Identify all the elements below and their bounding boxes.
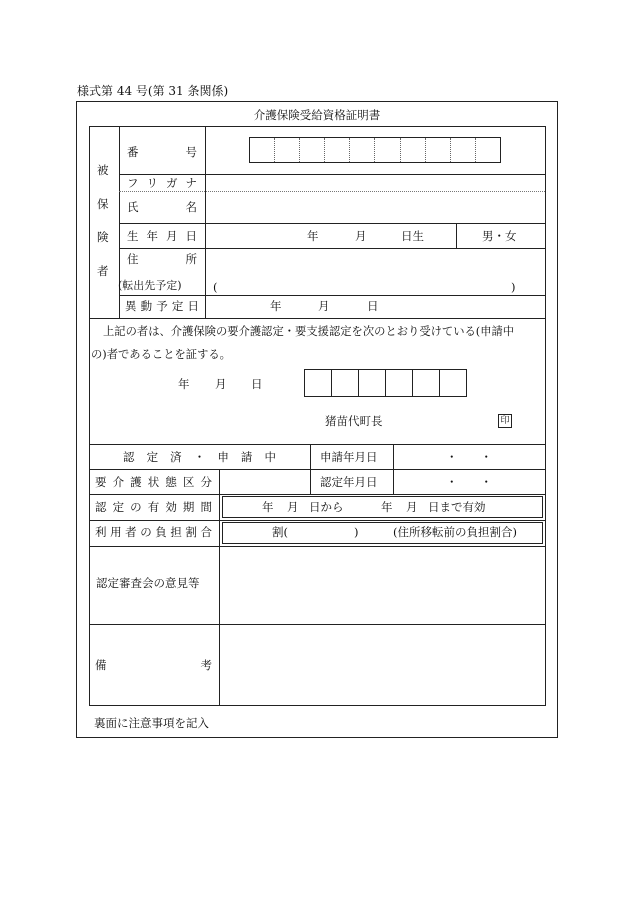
digit-cell: [426, 138, 451, 162]
insured-vertical-label-4: 者: [97, 264, 109, 278]
table-top-border: [89, 126, 545, 127]
furigana-label: フ リ ガ ナ: [127, 176, 197, 190]
table-left-border: [89, 126, 90, 318]
insured-vertical-label-2: 保: [97, 197, 109, 211]
birth-year: 年: [307, 229, 319, 243]
digit-cell: [375, 138, 400, 162]
validity-to-text: 日まで有効: [428, 500, 486, 514]
name-label: 氏 名: [127, 200, 197, 214]
lower-right-border: [545, 444, 546, 706]
table-bottom-border: [89, 705, 545, 706]
validity-from-month: 月: [287, 500, 299, 514]
address-label: 住 所: [127, 252, 197, 266]
row-line: [119, 223, 545, 224]
burden-label: 利 用 者 の 負 担 割 合: [95, 525, 212, 539]
burden-ratio-close: ): [354, 525, 359, 539]
insured-number-field[interactable]: [249, 137, 501, 163]
address-sub-label: (転出先予定): [118, 279, 182, 292]
digit-cell: [332, 370, 359, 396]
cert-section-bottom: [89, 444, 545, 445]
validity-from-text: 日から: [309, 500, 344, 514]
cert-date-label: 認定年月日: [320, 475, 378, 489]
furigana-divider: [119, 191, 545, 192]
mayor-name: 猪苗代町長: [325, 414, 383, 428]
address-open-paren: (: [213, 280, 218, 294]
application-date-label: 申請年月日: [320, 450, 378, 464]
gender-divider: [456, 223, 457, 248]
digit-cell: [250, 138, 275, 162]
digit-cell: [325, 138, 350, 162]
table-right-border: [545, 126, 546, 318]
digit-cell: [305, 370, 332, 396]
digit-cell: [401, 138, 426, 162]
birth-day: 日生: [401, 229, 424, 243]
move-year: 年: [270, 299, 282, 313]
cert-text-line2: の)者であることを証する。: [91, 348, 231, 361]
cert-year: 年: [178, 377, 190, 391]
address-close-paren: ): [511, 280, 516, 294]
cert-left-border: [89, 318, 90, 444]
burden-ratio: 割(: [272, 525, 288, 539]
digit-cell: [300, 138, 325, 162]
row-line: [89, 494, 545, 495]
form-number: 様式第 44 号(第 31 条関係): [77, 84, 229, 98]
digit-cell: [275, 138, 300, 162]
seal-mark: 印: [498, 414, 512, 428]
cert-date-value[interactable]: ・ ・: [446, 475, 492, 489]
cert-day: 日: [251, 377, 263, 391]
validity-from-year: 年: [262, 500, 274, 514]
insured-section-bottom: [89, 318, 545, 319]
validity-to-month: 月: [406, 500, 418, 514]
row-line: [119, 174, 545, 175]
gender-choice[interactable]: 男・女: [482, 229, 517, 243]
validity-to-year: 年: [381, 500, 393, 514]
digit-cell: [359, 370, 386, 396]
cert-number-field[interactable]: [304, 369, 467, 397]
status-label: 認 定 済 ・ 申 請 中: [123, 450, 276, 464]
cert-month: 月: [215, 377, 227, 391]
birth-label: 生 年 月 日: [127, 229, 197, 243]
burden-note: (住所移転前の負担割合): [393, 525, 517, 539]
digit-cell: [386, 370, 413, 396]
cert-right-border: [545, 318, 546, 444]
opinion-field[interactable]: [220, 547, 545, 624]
digit-cell: [476, 138, 500, 162]
validity-label: 認 定 の 有 効 期 間: [95, 500, 212, 514]
birth-month: 月: [355, 229, 367, 243]
insured-vertical-label-1: 被: [97, 163, 109, 177]
move-day: 日: [367, 299, 379, 313]
number-label: 番 号: [127, 145, 197, 159]
cert-text-line1: 上記の者は、介護保険の要介護認定・要支援認定を次のとおり受けている(申請中: [103, 325, 515, 338]
footer-note: 裏面に注意事項を記入: [94, 716, 209, 730]
application-date-value[interactable]: ・ ・: [446, 450, 492, 464]
digit-cell: [440, 370, 466, 396]
digit-cell: [451, 138, 476, 162]
lower-left-border: [89, 444, 90, 706]
remarks-label: 備 考: [95, 658, 212, 672]
move-month: 月: [318, 299, 330, 313]
row-line: [119, 295, 545, 296]
care-level-label: 要 介 護 状 態 区 分: [95, 475, 212, 489]
row-line: [89, 469, 545, 470]
digit-cell: [413, 370, 440, 396]
digit-cell: [350, 138, 375, 162]
opinion-label: 認定審査会の意見等: [96, 576, 200, 590]
label-col-line: [205, 126, 206, 318]
form-title: 介護保険受給資格証明書: [253, 108, 381, 122]
row-line: [89, 520, 545, 521]
remarks-field[interactable]: [220, 625, 545, 705]
row-line: [119, 248, 545, 249]
insured-vertical-label-3: 険: [97, 230, 109, 244]
move-date-label: 異 動 予 定 日: [125, 299, 199, 313]
